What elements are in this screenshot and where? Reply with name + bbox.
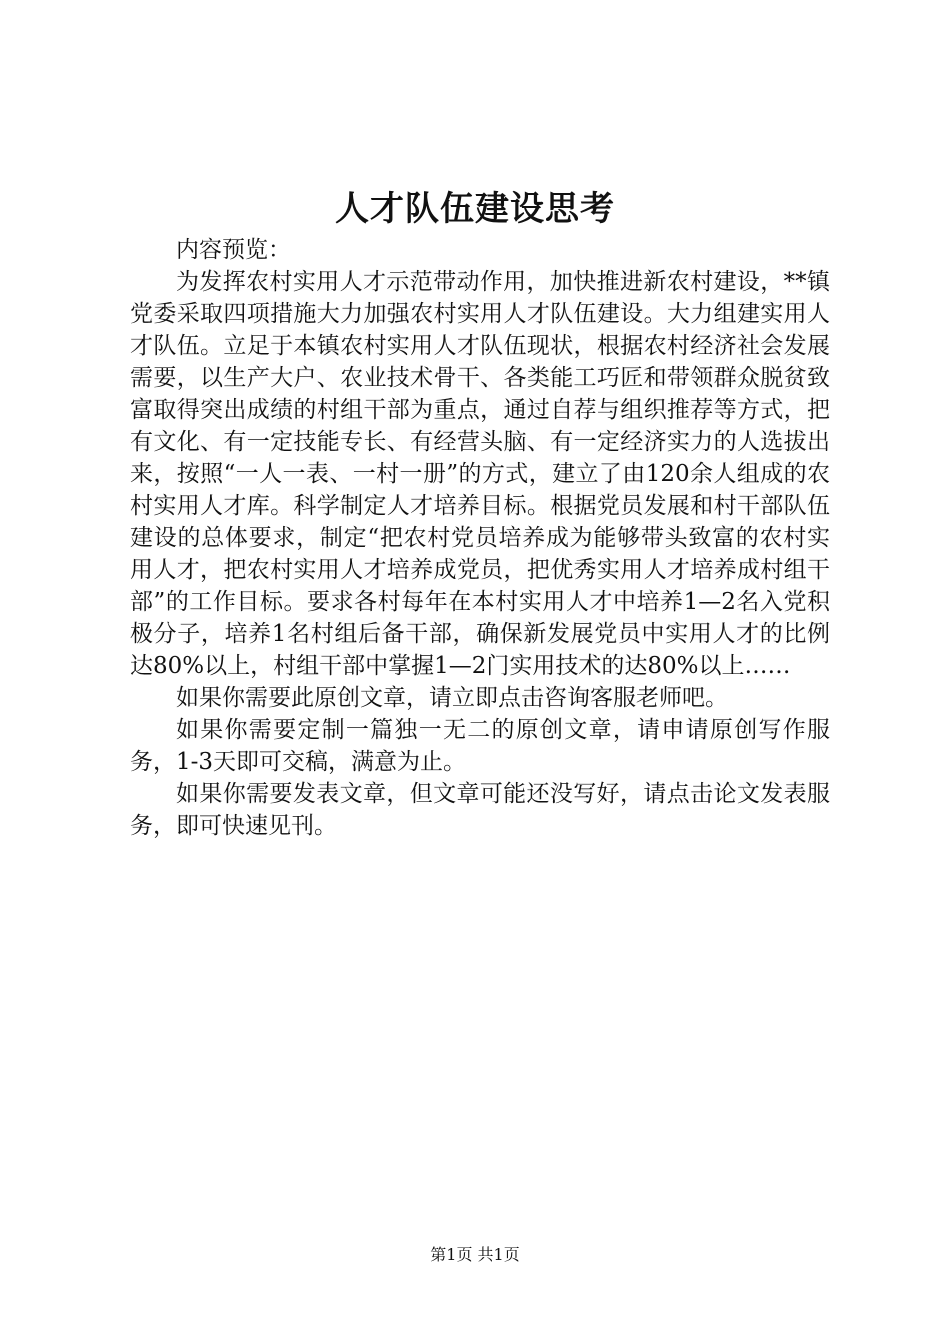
document-content xyxy=(130,234,830,842)
notice-publish-service: 如果你需要发表文章，但文章可能还没写好，请点击论文发表服务，即可快速见刊。 xyxy=(130,781,830,839)
notice-consult: 如果你需要此原创文章，请立即点击咨询客服老师吧。 xyxy=(176,685,728,711)
body-paragraph: 为发挥农村实用人才示范带动作用，加快推进新农村建设，**镇党委采取四项措施大力加强农村实用人才队伍建设。大力组建实用人才队伍。立足于本镇农村实用人才队伍现状，根据农村经济社会发展需要，以生产大户、农业技术骨干、各类能工巧匠和带领群众脱贫致富取得突出成绩的村组干部为重点，通过自荐与组织推荐等方式，把有文化、有一定技能专长、有经营头脑、有一定经济实力的人选拔出来，按照“一人一表、一村一册”的方式，建立了由120余人组成的农村实用人才库。科学制定人才培养目标。根据党员发展和村干部队伍建设的总体要求，制定“把农村党员培养成为能够带头致富的农村实用人才，把农村实用人才培养成党员，把优秀实用人才培养成村组干部”的工作目标。要求各村每年在本村实用人才中培养1—2名入党积极分子，培养1名村组后备干部，确保新发展党员中实用人才的比例达80%以上，村组干部中掌握1—2门实用技术的达80%以上…… xyxy=(130,269,830,679)
document-title: 人才队伍建设思考 xyxy=(335,189,615,229)
preview-label: 内容预览： xyxy=(176,237,291,263)
notice-custom-writing: 如果你需要定制一篇独一无二的原创文章，请申请原创写作服务，1-3天即可交稿，满意为止。 xyxy=(130,717,830,775)
page-footer: 第1页 共1页 xyxy=(430,1245,520,1264)
